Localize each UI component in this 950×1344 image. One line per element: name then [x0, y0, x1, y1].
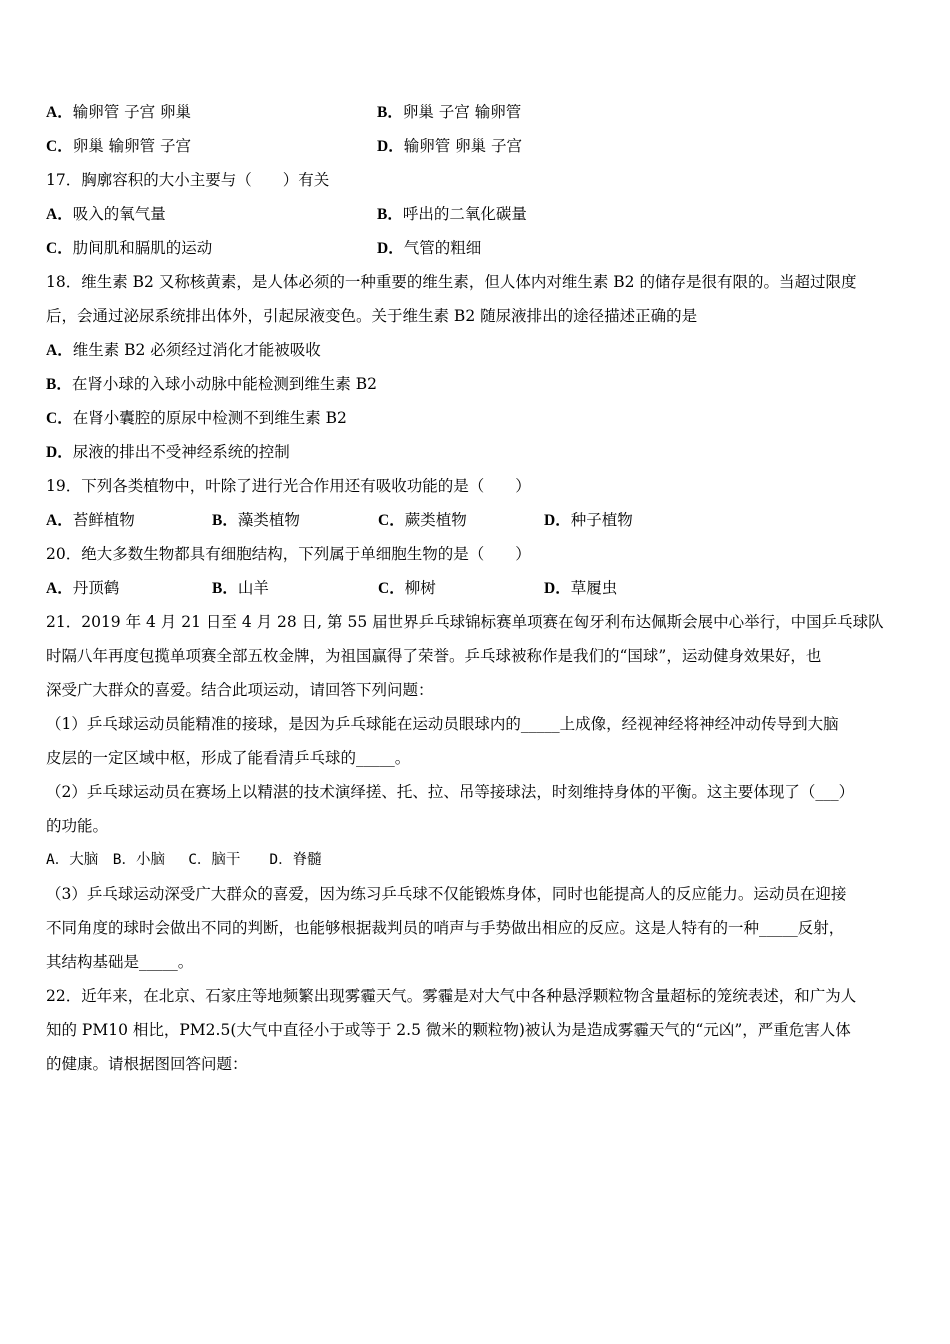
q20-option-b: B．山羊: [212, 579, 269, 597]
q17-option-d: D．气管的粗细: [377, 239, 482, 257]
q19-option-b: B．藻类植物: [212, 511, 300, 529]
q21-stem-line-3: 深受广大群众的喜爱。结合此项运动，请回答下列问题：: [46, 681, 434, 699]
q17-stem: 17．胸廓容积的大小主要与（ ）有关: [46, 171, 330, 189]
q22-stem-line-1: 22．近年来，在北京、石家庄等地频繁出现雾霾天气。雾霾是对大气中各种悬浮颗粒物含量超标的笼统表述，和广为人: [46, 987, 857, 1005]
q18-option-c: C．在肾小囊腔的原尿中检测不到维生素 B2: [46, 409, 347, 427]
q19-option-c: C．蕨类植物: [378, 511, 467, 529]
q18-option-d: D．尿液的排出不受神经系统的控制: [46, 443, 290, 461]
q16-option-c: C．卵巢 输卵管 子宫: [46, 137, 192, 155]
q21-stem-line-2: 时隔八年再度包揽单项赛全部五枚金牌，为祖国赢得了荣誉。乒乓球被称作是我们的“国球”，运动健身效果好，也: [46, 647, 822, 665]
q17-option-b: B．呼出的二氧化碳量: [377, 205, 527, 223]
q21-part3-line-3: 其结构基础是_____。: [46, 953, 194, 971]
q18-stem-line-1: 18．维生素 B2 又称核黄素，是人体必须的一种重要的维生素，但人体内对维生素 B2 的储存是很有限的。当超过限度: [46, 273, 857, 291]
q17-options-row-1: [46, 200, 908, 234]
q16-options-row-1: [46, 98, 908, 132]
q18-option-a: A．维生素 B2 必须经过消化才能被吸收: [46, 341, 321, 359]
q21-part2-line-2: 的功能。: [46, 817, 109, 835]
q20-option-a: A．丹顶鹤: [46, 579, 120, 597]
q21-part1-line-2: 皮层的一定区域中枢，形成了能看清乒乓球的_____。: [46, 749, 411, 767]
q17-option-a: A．吸入的氧气量: [46, 205, 166, 223]
q22-stem-line-2: 知的 PM10 相比，PM2.5(大气中直径小于或等于 2.5 微米的颗粒物)被认为是造成雾霾天气的“元凶”，严重危害人体: [46, 1021, 851, 1039]
q20-option-d: D．草履虫: [544, 579, 618, 597]
q16-option-a: A．输卵管 子宫 卵巢: [46, 103, 192, 121]
q22-stem-line-3: 的健康。请根据图回答问题：: [46, 1055, 248, 1073]
q19-option-d: D．种子植物: [544, 511, 633, 529]
q21-part1-line-1: （1）乒乓球运动员能精准的接球，是因为乒乓球能在运动员眼球内的_____上成像，经视神经将神经冲动传导到大脑: [46, 715, 839, 733]
q21-part3-line-1: （3）乒乓球运动深受广大群众的喜爱，因为练习乒乓球不仅能锻炼身体，同时也能提高人的反应能力。运动员在迎接: [46, 885, 847, 903]
q21-stem-line-1: 21．2019 年 4 月 21 日至 4 月 28 日, 第 55 届世界乒乓球锦标赛单项赛在匈牙利布达佩斯会展中心举行，中国乒乓球队: [46, 613, 884, 631]
q21-part2-line-1: （2）乒乓球运动员在赛场上以精湛的技术演绎搓、托、拉、吊等接球法，时刻维持身体的平衡。这主要体现了（___）: [46, 783, 855, 801]
q16-option-b: B．卵巢 子宫 输卵管: [377, 103, 522, 121]
q19-option-a: A．苔鲜植物: [46, 511, 135, 529]
q21-part3-line-2: 不同角度的球时会做出不同的判断，也能够根据裁判员的哨声与手势做出相应的反应。这是人特有的一种_____反射，: [46, 919, 845, 937]
q19-stem: 19．下列各类植物中，叶除了进行光合作用还有吸收功能的是（ ）: [46, 477, 531, 495]
q19-options: [46, 506, 908, 540]
q20-option-c: C．柳树: [378, 579, 436, 597]
q21-part2-options: A．大脑 B．小脑 C．脑干 D．脊髓: [46, 852, 322, 868]
q18-stem-line-2: 后，会通过泌尿系统排出体外，引起尿液变色。关于维生素 B2 随尿液排出的途径描述正确的是: [46, 307, 698, 325]
q16-options-row-2: [46, 132, 908, 166]
q17-option-c: C．肋间肌和膈肌的运动: [46, 239, 213, 257]
q17-options-row-2: [46, 234, 908, 268]
q20-options: [46, 574, 908, 608]
q16-option-d: D．输卵管 卵巢 子宫: [377, 137, 523, 155]
document-content: [46, 98, 908, 1084]
q18-option-b: B．在肾小球的入球小动脉中能检测到维生素 B2: [46, 375, 378, 393]
q20-stem: 20．绝大多数生物都具有细胞结构，下列属于单细胞生物的是（ ）: [46, 545, 531, 563]
